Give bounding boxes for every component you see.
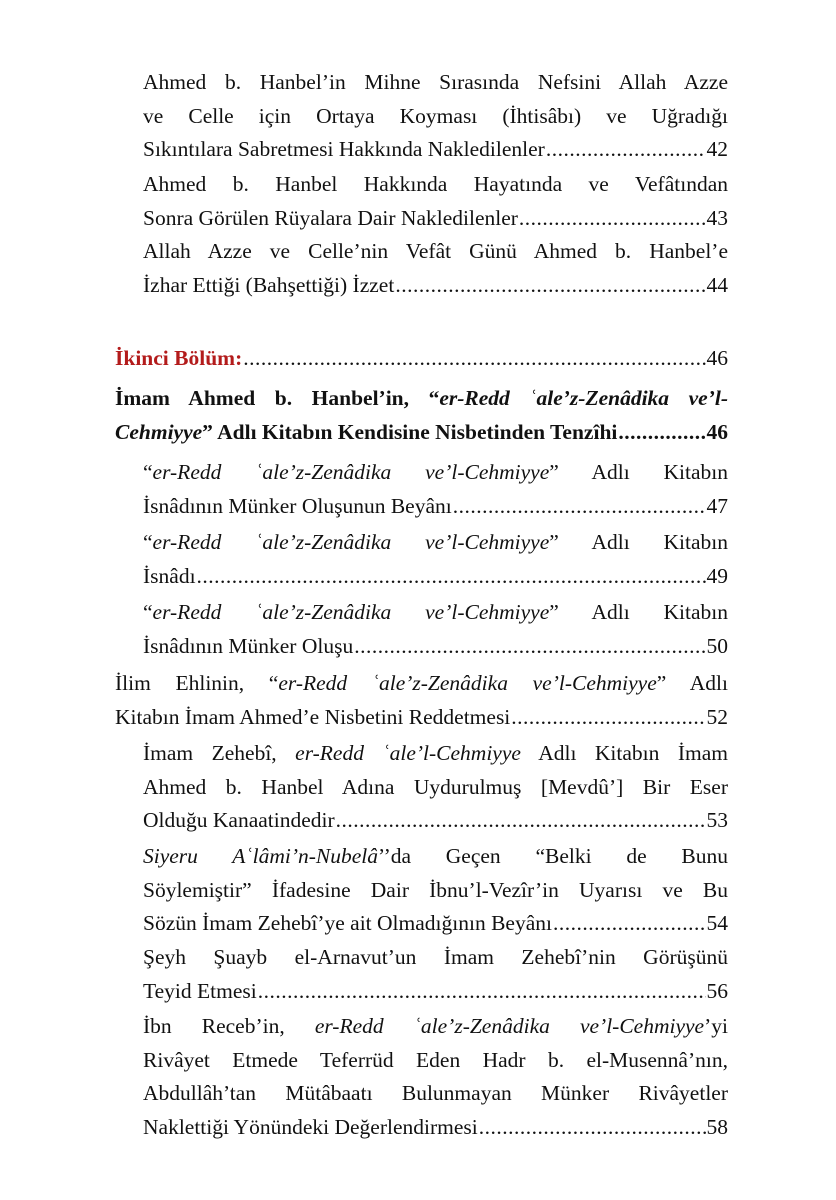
toc-entry <box>143 456 728 523</box>
leader-dots <box>519 202 706 236</box>
page-number: 46 <box>706 346 728 370</box>
toc-text: “ <box>143 600 153 624</box>
leader-dots <box>258 975 706 1009</box>
toc-line: Şeyh Şuayb el-Arnavut’un İmam Zehebî’nin Görüşünü <box>143 945 728 969</box>
leader-dots <box>197 560 706 594</box>
toc-line: Sonra Görülen Rüyalara Dair Nakledilenler <box>143 205 518 230</box>
leader-dots <box>618 416 705 450</box>
toc-entry-bold <box>115 382 728 449</box>
toc-entry <box>143 1010 728 1144</box>
page-number: 47 <box>706 493 728 518</box>
leader-dots <box>553 907 706 941</box>
toc-line: Ahmed b. Hanbel Adına Uydurulmuş [Mevdû’] Bir Eser <box>143 774 728 799</box>
page-number: 53 <box>706 808 728 832</box>
page-number: 44 <box>706 272 728 297</box>
toc-entry <box>143 596 728 663</box>
toc-line: İsnâdının Münker Oluşunun Beyânı <box>143 493 452 518</box>
toc-entry <box>143 526 728 593</box>
toc-line: Rivâyet Etmede Teferrüd Eden Hadr b. el-Musennâ’nın, <box>143 1047 728 1072</box>
leader-dots <box>546 133 706 167</box>
toc-line: Teyid Etmesi <box>143 978 257 1003</box>
book-title: er-Redd ʿale’z-Zenâdika ve’l-Cehmiyye <box>152 530 550 554</box>
leader-dots <box>479 1111 706 1145</box>
toc-line: Sıkıntılara Sabretmesi Hakkında Nakledilenler <box>143 137 545 161</box>
toc-entry <box>143 66 728 167</box>
book-title: er-Redd ʿale’z-Zenâdika ve’l-Cehmiyye <box>278 671 657 695</box>
toc-text: İlim Ehlinin, “ <box>115 671 279 695</box>
toc-text: ” Adlı Kitabın Kendisine Nisbetinden Tenzîhi <box>202 419 618 444</box>
toc-text: ’yi <box>704 1014 728 1038</box>
toc-text: İmam Ahmed b. Hanbel’in, “ <box>115 386 440 410</box>
page-number: 52 <box>706 704 728 729</box>
toc-entry <box>143 840 728 941</box>
toc-entry <box>143 168 728 235</box>
section-title: İkinci Bölüm: <box>115 346 243 370</box>
book-title: er-Redd ʿale’z-Zenâdika ve’l- <box>439 386 728 410</box>
leader-dots <box>511 701 705 735</box>
toc-line: Söylemiştir” İfadesine Dair İbnu’l-Vezîr’in Uyarısı ve Bu <box>143 877 728 902</box>
toc-line: Kitabın İmam Ahmed’e Nisbetini Reddetmesi <box>115 704 511 729</box>
leader-dots <box>243 342 705 376</box>
book-title: Cehmiyye <box>115 419 203 444</box>
page-number: 49 <box>706 563 728 588</box>
toc-text: ” Adlı <box>656 671 728 695</box>
toc-section-heading <box>115 342 728 376</box>
leader-dots <box>453 490 706 524</box>
toc-line: Abdullâh’tan Mütâbaatı Bulunmayan Münker Rivâyetler <box>143 1081 728 1105</box>
toc-line: İsnâdı <box>143 563 196 588</box>
toc-line: Olduğu Kanaatindedir <box>143 808 335 832</box>
leader-dots <box>395 269 705 303</box>
toc-line: ve Celle için Ortaya Koyması (İhtisâbı) ve Uğradığı <box>143 103 728 128</box>
toc-entry <box>143 737 728 838</box>
book-title: er-Redd ʿale’l-Cehmiyye <box>295 741 521 765</box>
toc-text: ” Adlı Kitabın <box>549 600 728 624</box>
toc-entry <box>143 235 728 302</box>
page-number: 50 <box>706 633 728 658</box>
toc-text: ” Adlı Kitabın <box>549 460 728 484</box>
toc-text: ” Adlı Kitabın <box>549 530 728 554</box>
toc-text: “ <box>143 530 153 554</box>
toc-entry <box>143 941 728 1008</box>
toc-text: “ <box>143 460 153 484</box>
toc-line: İzhar Ettiği (Bahşettiği) İzzet <box>143 272 395 297</box>
book-title: er-Redd ʿale’z-Zenâdika ve’l-Cehmiyye <box>152 460 550 484</box>
leader-dots <box>336 804 706 838</box>
toc-text: ’’da Geçen “Belki de Bunu <box>378 844 728 868</box>
page-number: 42 <box>706 137 728 161</box>
page-number: 46 <box>706 419 728 444</box>
toc-line: Sözün İmam Zehebî’ye ait Olmadığının Beyânı <box>143 911 552 935</box>
book-title: er-Redd ʿale’z-Zenâdika ve’l-Cehmiyye <box>314 1014 705 1038</box>
toc-line: İsnâdının Münker Oluşu <box>143 633 354 658</box>
page-number: 54 <box>706 911 728 935</box>
toc-text: İbn Receb’in, <box>143 1014 315 1038</box>
toc-text: İmam Zehebî, <box>143 741 296 765</box>
toc-text: Adlı Kitabın İmam <box>520 741 728 765</box>
toc-line: Naklettiği Yönündeki Değerlendirmesi <box>143 1114 478 1139</box>
toc-line: Ahmed b. Hanbel’in Mihne Sırasında Nefsini Allah Azze <box>143 70 728 94</box>
book-title: Siyeru Aʿlâmi’n-Nubelâ <box>143 844 378 868</box>
page-number: 43 <box>706 205 728 230</box>
book-title: er-Redd ʿale’z-Zenâdika ve’l-Cehmiyye <box>152 600 550 624</box>
toc-line: Ahmed b. Hanbel Hakkında Hayatında ve Vefâtından <box>143 172 728 196</box>
leader-dots <box>354 630 705 664</box>
toc-entry <box>115 667 728 734</box>
page-number: 56 <box>706 978 728 1003</box>
toc-line: Allah Azze ve Celle’nin Vefât Günü Ahmed b. Hanbel’e <box>143 239 728 263</box>
page-number: 58 <box>706 1114 728 1139</box>
